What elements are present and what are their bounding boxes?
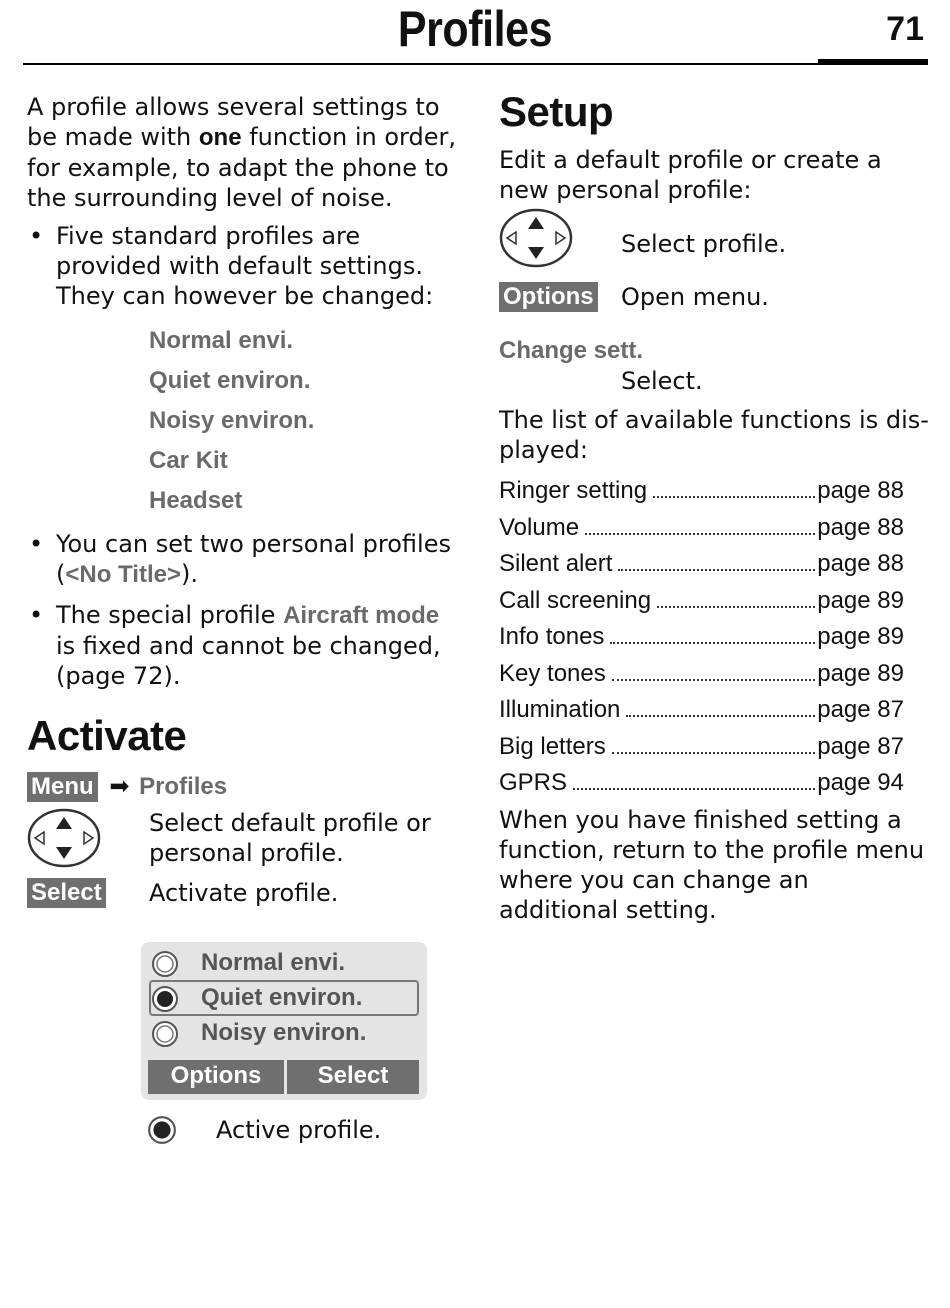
screen-select-button[interactable]: Select: [287, 1060, 419, 1094]
page-ref: page 94: [817, 769, 904, 796]
list-item[interactable]: [499, 765, 904, 802]
activate-heading: Activate: [27, 712, 187, 759]
header-divider: [23, 63, 928, 65]
page-ref: page 87: [817, 696, 904, 723]
function-name: GPRS: [499, 769, 568, 796]
bullet-text: Five standard profiles are provided with default settings. They can however be changed:: [56, 222, 434, 310]
navigation-key-icon[interactable]: [499, 208, 573, 268]
feature-bullets: [27, 221, 459, 311]
setup-intro: Edit a default profile or create a new personal profile:: [499, 146, 882, 204]
list-item: Normal envi.: [149, 327, 294, 354]
list-item: Headset: [149, 487, 243, 514]
page-ref: page 89: [817, 586, 904, 614]
dot-leader: [618, 569, 815, 571]
bullet-personal-profiles: [27, 529, 459, 590]
function-name: Ringer setting: [499, 477, 648, 504]
page-ref: page 87: [817, 732, 904, 760]
screen-item-quiet[interactable]: [141, 981, 427, 1015]
dot-leader: [626, 715, 815, 717]
dot-leader: [610, 642, 815, 644]
active-profile-radio-icon: [147, 1115, 177, 1145]
radio-empty-icon: [151, 950, 179, 978]
change-settings-label: Change sett.: [499, 337, 644, 364]
screen-options-button[interactable]: Options: [148, 1060, 284, 1094]
function-name: Silent alert: [499, 550, 613, 577]
list-item: Quiet environ.: [149, 367, 311, 394]
list-item: Car Kit: [149, 447, 228, 474]
page-ref: page 88: [817, 550, 904, 577]
screen-item-label: Quiet environ.: [201, 984, 363, 1011]
function-name: Big letters: [499, 732, 606, 760]
dot-leader: [653, 496, 815, 498]
select-instruction: Activate profile.: [149, 879, 339, 907]
page-title: Profiles: [397, 1, 553, 57]
page-number: 71: [886, 10, 924, 48]
bullet-dot: •: [29, 601, 44, 629]
bullet-dot: •: [29, 222, 44, 250]
dot-leader: [612, 752, 816, 754]
standard-profile-list: [149, 321, 459, 521]
page-ref: page 89: [817, 659, 904, 687]
bullet-aircraft-mode: [27, 600, 459, 691]
bullet-text: is fixed and cannot be changed, (page 72).: [56, 632, 441, 690]
change-settings-text: Select.: [621, 367, 703, 395]
feature-bullets-2: [27, 529, 459, 691]
page-ref: page 89: [817, 623, 904, 650]
nav-instruction: [149, 808, 431, 868]
bullet-text: You can set two personal profiles (: [56, 530, 451, 588]
navigation-key-icon[interactable]: [27, 808, 101, 868]
bullet-dot: •: [29, 530, 44, 558]
options-softkey[interactable]: Options: [499, 282, 598, 312]
list-item: Noisy environ.: [149, 407, 315, 434]
function-name: Info tones: [499, 623, 605, 650]
function-list-intro: The list of available functions is dis- played:: [499, 406, 929, 464]
aircraft-mode-label: Aircraft mode: [283, 602, 440, 629]
select-profile-text: Select profile.: [621, 230, 787, 258]
header-page-marker: [818, 59, 928, 65]
phone-display: [141, 942, 427, 1100]
bullet-text: ).: [180, 560, 198, 588]
intro-text-b: function in order, for example, to adapt the phone to the surrounding level of noise.: [27, 123, 456, 212]
list-item[interactable]: [499, 473, 904, 510]
list-item[interactable]: [499, 546, 904, 583]
list-item[interactable]: [499, 510, 904, 547]
left-column: [27, 92, 459, 701]
select-softkey[interactable]: Select: [27, 878, 106, 908]
menu-softkey[interactable]: Menu: [27, 772, 98, 802]
setup-heading: Setup: [499, 88, 614, 135]
dot-leader: [612, 679, 816, 681]
list-item[interactable]: [499, 656, 904, 693]
list-item[interactable]: [499, 692, 904, 729]
screen-item-label: Noisy environ.: [201, 1019, 367, 1046]
open-menu-text: Open menu.: [621, 283, 769, 311]
active-profile-caption: Active profile.: [216, 1116, 382, 1144]
nav-text-line2: personal profile.: [149, 839, 344, 867]
menu-path: [27, 771, 227, 802]
intro-bold-word: one: [198, 124, 242, 151]
function-name: Call screening: [499, 586, 652, 614]
intro-paragraph: [27, 92, 459, 213]
list-item[interactable]: [499, 583, 904, 620]
dot-leader: [657, 606, 815, 608]
no-title-label: <No Title>: [65, 561, 181, 588]
list-item[interactable]: [499, 619, 904, 656]
closing-paragraph: When you have finished setting a function, return to the profile menu where you can change an additional setting.: [499, 806, 925, 924]
screen-item-noisy[interactable]: [141, 1016, 427, 1050]
nav-text-line1: Select default profile or: [149, 809, 431, 837]
radio-filled-icon: [151, 985, 179, 1013]
dot-leader: [585, 533, 815, 535]
radio-empty-icon: [151, 1020, 179, 1048]
intro-text-a: A profile allows several settings to be made with: [27, 93, 440, 151]
list-item[interactable]: [499, 729, 904, 766]
dot-leader: [573, 788, 815, 790]
bullet-standard-profiles: [27, 221, 459, 311]
function-name: Illumination: [499, 696, 621, 723]
function-name: Volume: [499, 513, 580, 541]
arrow-icon: ➡: [109, 772, 130, 800]
options-row: [499, 282, 598, 312]
screen-item-label: Normal envi.: [201, 949, 346, 976]
menu-path-profiles: Profiles: [139, 773, 228, 800]
function-list: [499, 473, 904, 802]
bullet-text: The special profile: [56, 601, 284, 629]
page-ref: page 88: [817, 477, 904, 504]
screen-item-normal[interactable]: [141, 946, 427, 980]
function-name: Key tones: [499, 659, 606, 687]
select-row: [27, 878, 106, 908]
page-ref: page 88: [817, 513, 904, 541]
